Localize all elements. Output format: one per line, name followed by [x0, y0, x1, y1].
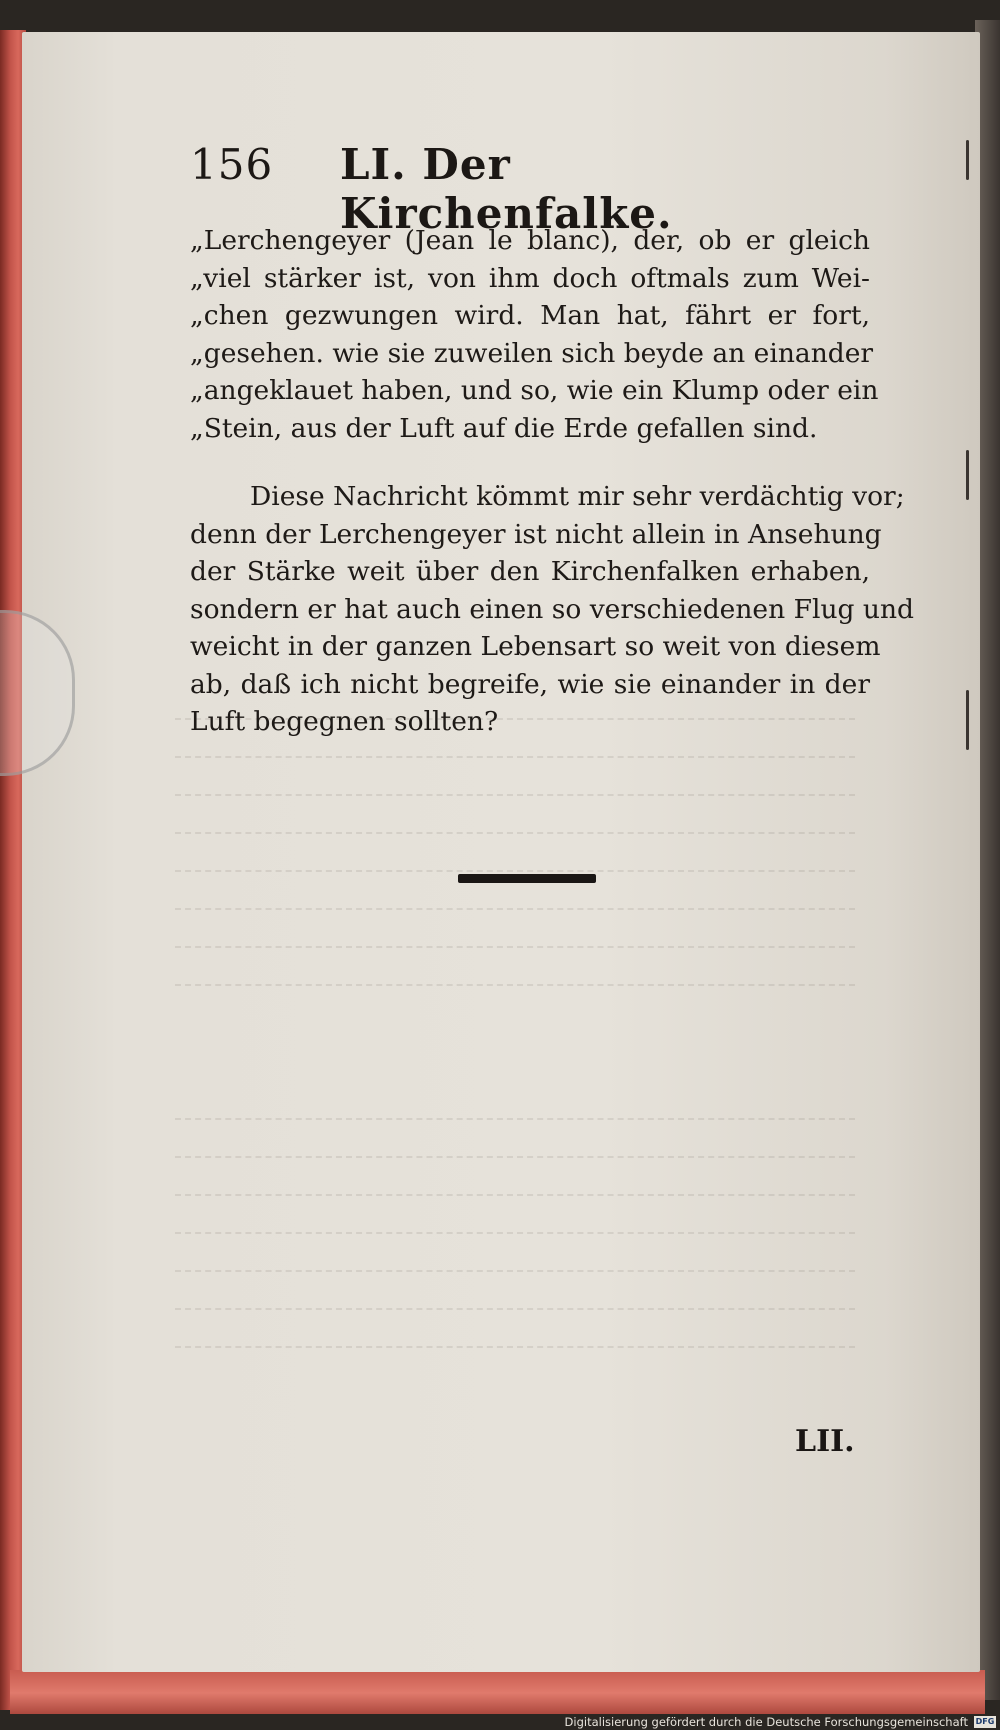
page-header [190, 140, 830, 238]
bleed-through-texture-lower [175, 1100, 855, 1420]
section-divider-rule [458, 874, 596, 883]
text-line: „Lerchengeyer (Jean le blanc), der, ob er gleich [190, 225, 870, 256]
text-line: „Stein, aus der Luft auf die Erde gefallen sind. [190, 412, 818, 444]
dfg-logo-icon: DFG [975, 1717, 995, 1726]
chapter-title: LI. Der Kirchenfalke. [340, 140, 673, 238]
bleed-through-texture [175, 700, 855, 1040]
book-edge-bottom [10, 1670, 985, 1716]
text-line: weicht in der ganzen Lebensart so weit von diesem [190, 631, 881, 662]
text-line: „viel stärker ist, von ihm doch oftmals zum Wei- [190, 262, 870, 294]
text-line: der Stärke weit über den Kirchenfalken erhaben, [190, 556, 870, 587]
digitization-credit: Digitalisierung gefördert durch die Deutsche Forschungsgemeinschaft [564, 1715, 968, 1729]
text-line: ab, daß ich nicht begreife, wie sie einander in der [190, 668, 870, 700]
text-line: sondern er hat auch einen so verschiedenen Flug und [190, 593, 915, 625]
paragraph-quote [190, 222, 879, 447]
text-line: Diese Nachricht kömmt mir sehr verdächtig vor; [250, 481, 905, 512]
text-line: denn der Lerchengeyer ist nicht allein in Ansehung [190, 518, 882, 550]
text-line: „gesehen. wie sie zuweilen sich beyde an einander [190, 337, 874, 369]
text-line: „angeklauet haben, und so, wie ein Klump oder ein [190, 375, 879, 406]
text-line: „chen gezwungen wird. Man hat, fährt er fort, [190, 300, 870, 331]
paragraph-commentary [190, 478, 915, 741]
catchword: LII. [795, 1424, 855, 1459]
text-line: Luft begegnen sollten? [190, 706, 499, 737]
page-number: 156 [190, 140, 274, 189]
margin-marks [966, 130, 976, 1030]
